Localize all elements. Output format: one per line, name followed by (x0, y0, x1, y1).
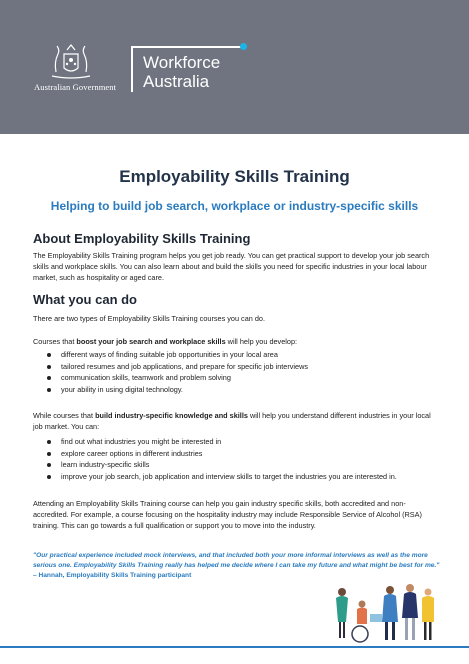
footer-rule (0, 646, 469, 648)
what-heading: What you can do (33, 292, 137, 307)
industry-pre: While courses that (33, 411, 96, 420)
boost-bold: boost your job search and workplace skills (76, 337, 226, 346)
brand-logo (143, 53, 220, 91)
industry-bold: build industry-specific knowledge and skills (95, 411, 248, 420)
about-heading: About Employability Skills Training (33, 231, 251, 246)
list-item: explore career options in different industries (33, 448, 397, 460)
testimonial-quote (33, 551, 443, 581)
industry-intro (33, 410, 433, 432)
people-illustration (330, 578, 440, 644)
list-item: learn industry-specific skills (33, 459, 397, 471)
what-intro: There are two types of Employability Skills Training courses you can do. (33, 314, 265, 323)
boost-pre: Courses that (33, 337, 77, 346)
header-banner (0, 0, 469, 134)
industry-post: will help you understand different industries in your local job market. You can: (33, 411, 431, 431)
page-subtitle: Helping to build job search, workplace or industry-specific skills (50, 199, 419, 213)
brand-line-2: Australia (143, 72, 210, 91)
list-item: your ability in using digital technology. (33, 384, 308, 396)
quote-attribution: – Hannah, Employability Skills Training participant (33, 572, 192, 579)
list-item: different ways of finding suitable job opportunities in your local area (33, 349, 308, 361)
list-item: tailored resumes and job applications, and prepare for specific job interviews (33, 361, 308, 373)
closing-paragraph: Attending an Employability Skills Training course can help you gain industry specific skills, both accredited and non-accredited. For example, a course focusing on the hospitality industry may include Responsible Service of Alcohol (RSA) training. This can go towards a full qualification or support you to move into the industry. (33, 499, 422, 530)
boost-list (33, 349, 308, 395)
list-item: communication skills, teamwork and problem solving (33, 372, 308, 384)
boost-post: will help you develop: (225, 337, 298, 346)
gov-label: Australian Government (34, 82, 117, 92)
boost-intro (33, 336, 439, 347)
quote-text: "Our practical experience included mock interviews, and that included both your more informal interviews as well as the more serious one. Employability Skills Training really has helped me decide where I can take my future and what might be best for me." (33, 552, 440, 569)
list-item: improve your job search, job application and interview skills to target the industries you are interested in. (33, 471, 397, 483)
brand-line-1: Workforce (143, 53, 221, 72)
industry-list (33, 436, 397, 482)
list-item: find out what industries you might be interested in (33, 436, 397, 448)
coat-of-arms-icon (48, 42, 94, 80)
about-body: The Employability Skills Training program helps you get job ready. You can get practical support to develop your job search skills and workplace skills. You can also learn about and build the skills you need for specific industries in your local labour market, such as hospitality or aged care. (33, 251, 430, 282)
page-title: Employability Skills Training (119, 167, 350, 186)
brand-dot (240, 43, 247, 50)
